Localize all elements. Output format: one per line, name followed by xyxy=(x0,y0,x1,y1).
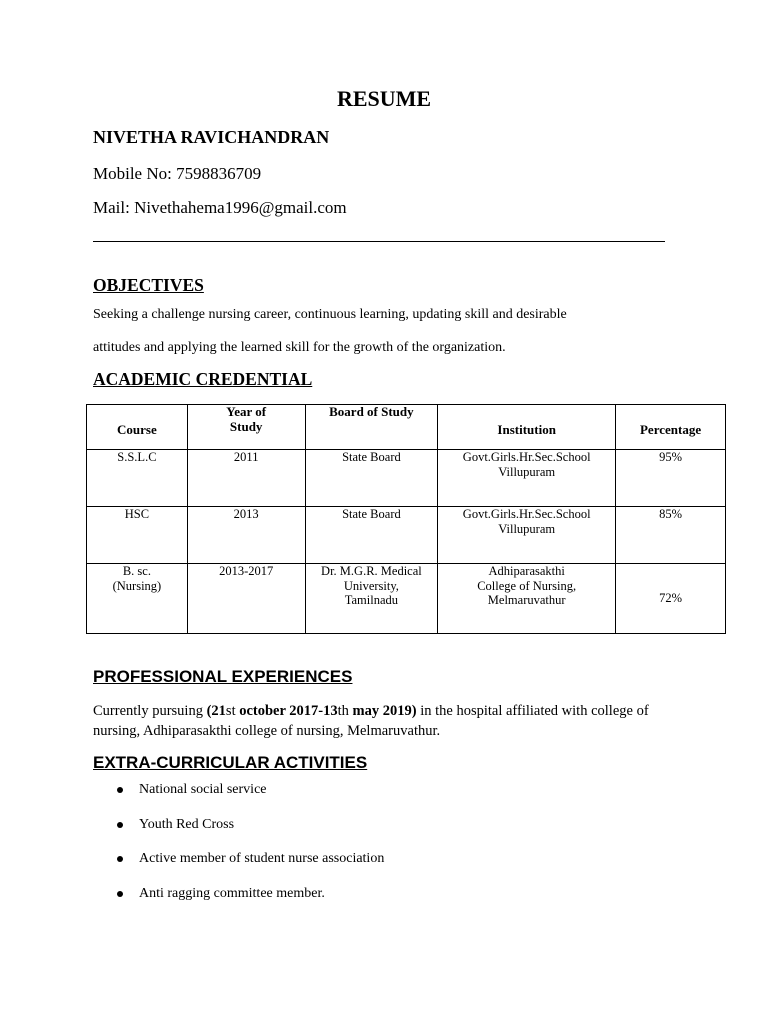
objectives-heading: OBJECTIVES xyxy=(93,275,204,295)
institution-line-1: Govt.Girls.Hr.Sec.School xyxy=(462,507,591,521)
list-item xyxy=(93,815,593,850)
bullet-icon xyxy=(117,787,123,793)
horizontal-rule xyxy=(93,241,665,242)
experience-prefix: Currently pursuing xyxy=(93,703,207,719)
academic-heading: ACADEMIC CREDENTIAL xyxy=(93,369,313,389)
email-address: Mail: Nivethahema1996@gmail.com xyxy=(93,198,347,217)
bullet-icon xyxy=(117,891,123,897)
board-line-2: University, xyxy=(343,578,399,593)
table-row xyxy=(87,564,726,634)
list-item-label: National social service xyxy=(139,782,267,797)
objectives-line-2: attitudes and applying the learned skill for the growth of the organization. xyxy=(93,340,506,355)
table-row xyxy=(87,450,726,507)
cell-percentage: 72% xyxy=(616,564,726,634)
course-line-1: B. sc. xyxy=(122,564,151,578)
page-title: RESUME xyxy=(336,86,432,111)
header-course: Course xyxy=(87,405,188,450)
cell-year: 2013-2017 xyxy=(187,564,305,634)
institution-line-2: Villupuram xyxy=(498,464,556,479)
board-line-1: Dr. M.G.R. Medical xyxy=(321,564,422,578)
course-line-2: (Nursing) xyxy=(112,578,162,593)
cell-course: HSC xyxy=(87,507,188,564)
institution-line-1: Adhiparasakthi xyxy=(488,564,565,578)
institution-line-2: College of Nursing, xyxy=(477,578,577,593)
start-month-end-day: october 2017-13 xyxy=(235,703,338,719)
mobile-number: Mobile No: 7598836709 xyxy=(93,164,262,183)
cell-institution xyxy=(438,450,616,507)
end-month: may 2019) xyxy=(348,703,417,719)
list-item-label: Youth Red Cross xyxy=(139,816,235,832)
cell-percentage: 95% xyxy=(616,450,726,507)
experience-text xyxy=(93,701,683,741)
table-header-row xyxy=(87,405,726,450)
start-day: 21 xyxy=(211,703,226,719)
table-row xyxy=(87,507,726,564)
cell-institution xyxy=(438,507,616,564)
cell-board: State Board xyxy=(305,507,438,564)
cell-course: S.S.L.C xyxy=(87,450,188,507)
list-item-label: Active member of student nurse association xyxy=(139,851,385,866)
institution-line-3: Melmaruvathur xyxy=(487,593,566,607)
objectives-line-1: Seeking a challenge nursing career, continuous learning, updating skill and desirable xyxy=(93,307,567,322)
activities-list xyxy=(93,780,593,918)
cell-year: 2011 xyxy=(187,450,305,507)
experience-suffix: in the hospital affiliated with college of nursing, Adhiparasakthi college of nursing, Melmaruvathur. xyxy=(93,703,649,739)
cell-percentage: 85% xyxy=(616,507,726,564)
header-percentage: Percentage xyxy=(616,405,726,450)
header-year-line-1: Year of xyxy=(226,404,267,419)
cell-board: State Board xyxy=(305,450,438,507)
experience-heading: PROFESSIONAL EXPERIENCES xyxy=(93,667,353,686)
start-day-suffix: st xyxy=(225,703,236,719)
board-line-3: Tamilnadu xyxy=(344,593,399,607)
cell-course xyxy=(87,564,188,634)
activities-heading: EXTRA-CURRICULAR ACTIVITIES xyxy=(93,753,368,772)
open-paren: ( xyxy=(206,703,212,719)
cell-year: 2013 xyxy=(187,507,305,564)
experience-dates xyxy=(207,703,417,719)
institution-line-1: Govt.Girls.Hr.Sec.School xyxy=(462,450,591,464)
end-day-suffix: th xyxy=(337,703,349,719)
cell-board xyxy=(305,564,438,634)
candidate-name: NIVETHA RAVICHANDRAN xyxy=(93,127,330,147)
bullet-icon xyxy=(117,822,123,828)
bullet-icon xyxy=(117,856,123,862)
header-year-line-2: Study xyxy=(229,418,263,434)
list-item xyxy=(93,849,593,884)
header-institution: Institution xyxy=(438,405,616,450)
header-year xyxy=(187,405,305,450)
list-item-label: Anti ragging committee member. xyxy=(139,885,325,901)
list-item xyxy=(93,780,593,815)
cell-institution xyxy=(438,564,616,634)
institution-line-2: Villupuram xyxy=(498,521,556,536)
list-item xyxy=(93,884,593,919)
header-board: Board of Study xyxy=(305,405,438,450)
academic-table xyxy=(86,404,726,634)
